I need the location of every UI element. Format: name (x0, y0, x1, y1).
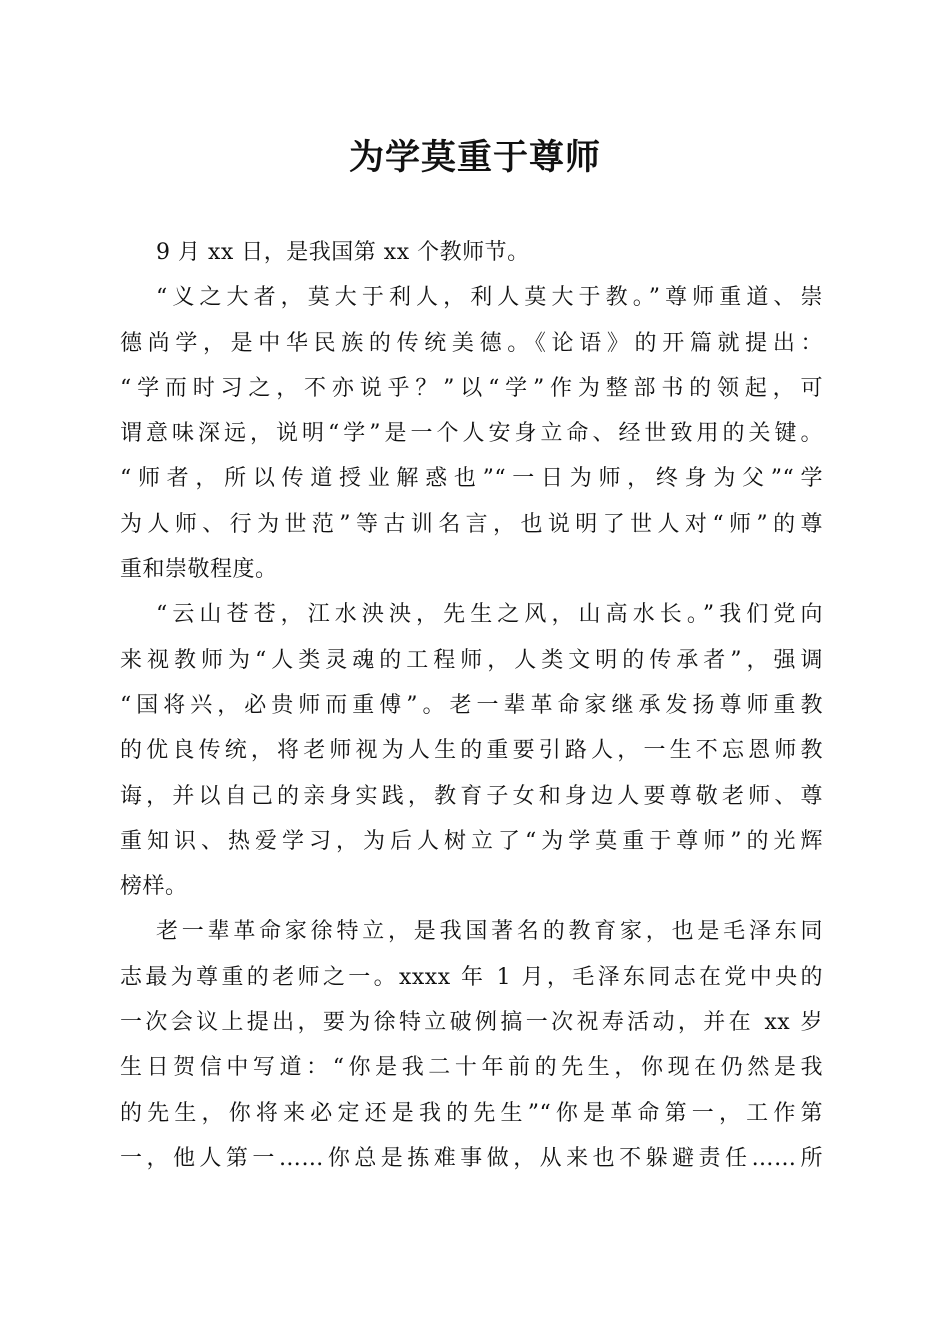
paragraph-line: 榜样。 (120, 874, 188, 900)
paragraph-1 (120, 230, 823, 275)
paragraph-2 (120, 275, 823, 592)
paragraph-line: “国将兴，必贵师而重傅”。老一辈革命家继承发扬尊师重教 (120, 692, 823, 718)
paragraph-line: 生日贺信中写道：“你是我二十年前的先生，你现在仍然是我 (120, 1055, 823, 1081)
paragraph-line: 一次会议上提出，要为徐特立破例搞一次祝寿活动，并在 xx 岁 (120, 1010, 823, 1036)
paragraph-line: 志最为尊重的老师之一。xxxx 年 1 月，毛泽东同志在党中央的 (120, 964, 823, 990)
paragraph-line: 诲，并以自己的亲身实践，教育子女和身边人要尊敬老师、尊 (120, 783, 823, 809)
paragraph-line: 德尚学，是中华民族的传统美德。《论语》的开篇就提出： (120, 330, 823, 356)
document-body (120, 230, 823, 1181)
paragraph-line: 老一辈革命家徐特立，是我国著名的教育家，也是毛泽东同 (156, 919, 823, 945)
paragraph-4 (120, 909, 823, 1181)
paragraph-line: “学而时习之，不亦说乎？”以“学”作为整部书的领起，可 (120, 375, 823, 401)
paragraph-line: 9 月 xx 日，是我国第 xx 个教师节。 (156, 240, 530, 265)
paragraph-line: 重和崇敬程度。 (120, 557, 278, 583)
paragraph-line: “云山苍苍，江水泱泱，先生之风，山高水长。”我们党向 (156, 602, 823, 628)
paragraph-line: 重知识、热爱学习，为后人树立了“为学莫重于尊师”的光辉 (120, 828, 823, 854)
paragraph-line: 的先生，你将来必定还是我的先生”“你是革命第一，工作第 (120, 1100, 823, 1126)
paragraph-line: 谓意味深远，说明“学”是一个人安身立命、经世致用的关键。 (120, 421, 823, 447)
paragraph-3 (120, 592, 823, 909)
paragraph-line: “义之大者，莫大于利人，利人莫大于教。”尊师重道、崇 (156, 285, 823, 311)
paragraph-line: 一，他人第一……你总是拣难事做，从来也不躲避责任……所 (120, 1145, 823, 1171)
paragraph-line: 来视教师为“人类灵魂的工程师，人类文明的传承者”，强调 (120, 647, 823, 673)
paragraph-line: 为人师、行为世范”等古训名言，也说明了世人对“师”的尊 (120, 511, 823, 537)
paragraph-line: 的优良传统，将老师视为人生的重要引路人，一生不忘恩师教 (120, 738, 823, 764)
document-title: 为学莫重于尊师 (348, 137, 601, 178)
paragraph-line: “师者，所以传道授业解惑也”“一日为师，终身为父”“学 (120, 466, 823, 492)
